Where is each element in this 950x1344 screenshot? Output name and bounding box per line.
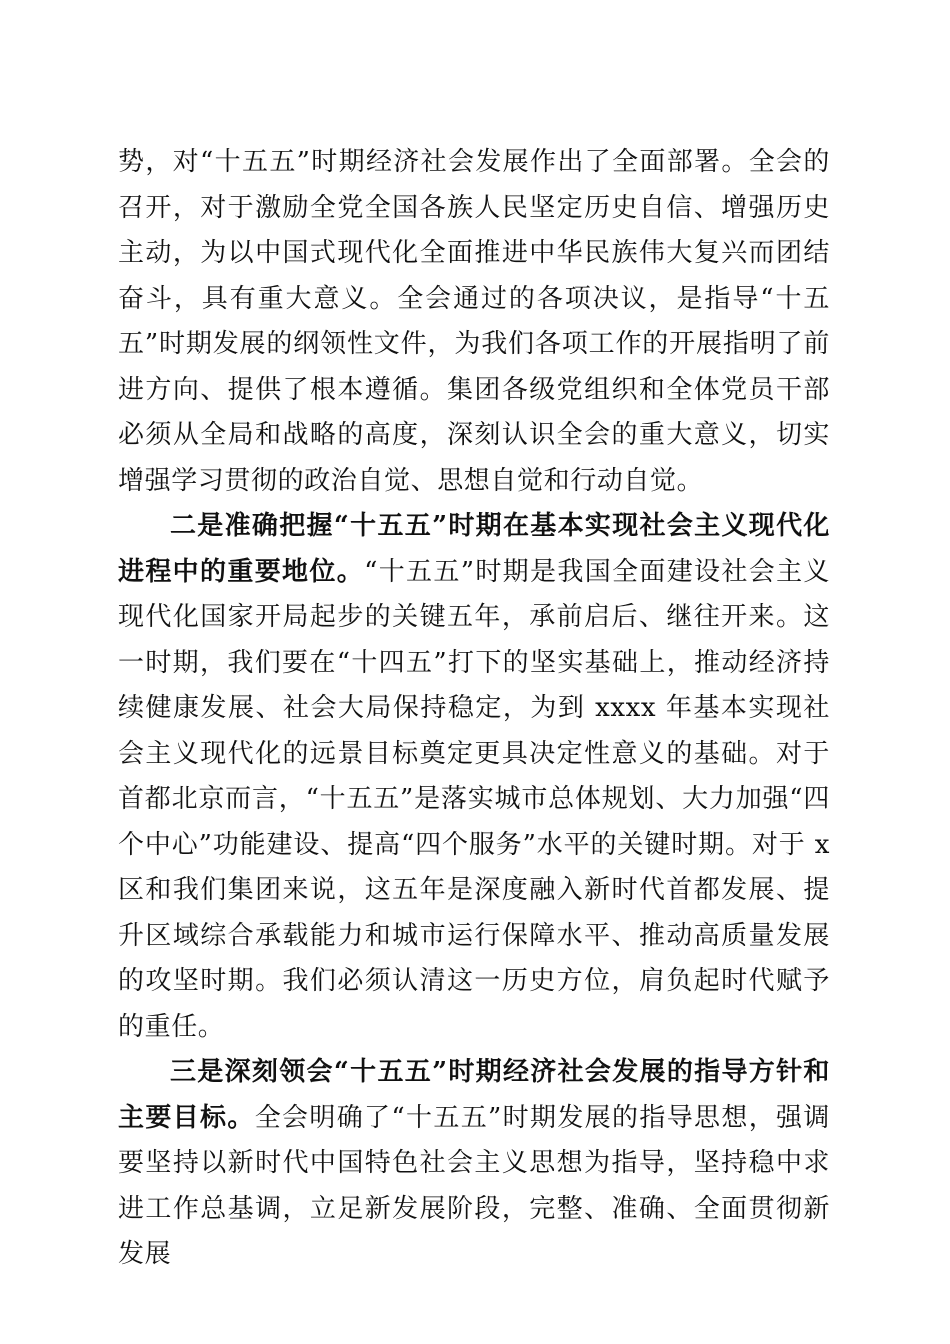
paragraph-heading: 二是准确把握“十五五”时期在基本实现社会主义现代化进程中的重要地位。 <box>118 511 830 587</box>
paragraph-text: “十五五”时期是我国全面建设社会主义现代化国家开局起步的关键五年，承前启后、继往开来。这一时期，我们要在“十四五”打下的坚实基础上，推动经济持续健康发展、社会大局保持稳定，为到 xxxx 年基本实现社会主义现代化的远景目标奠定更具决定性意义的基础。对于首都北京而言，“十五五”是落实城市总体规划、大力加强“四个中心”功能建设、提高“四个服务”水平的关键时期。对于 x 区和我们集团来说，这五年是深度融入新时代首都发展、提升区域综合承载能力和城市运行保障水平、推动高质量发展的攻坚时期。我们必须认清这一历史方位，肩负起时代赋予的重任。 <box>118 556 831 1042</box>
paragraph-point-two <box>118 504 830 1050</box>
paragraph-point-three <box>118 1050 830 1278</box>
paragraph-continuation <box>118 140 830 504</box>
paragraph-text: 势，对“十五五”时期经济社会发展作出了全面部署。全会的召开，对于激励全党全国各族人民坚定历史自信、增强历史主动，为以中国式现代化全面推进中华民族伟大复兴而团结奋斗，具有重大意义。全会通过的各项决议，是指导“十五五”时期发展的纲领性文件，为我们各项工作的开展指明了前进方向、提供了根本遵循。集团各级党组织和全体党员干部必须从全局和战略的高度，深刻认识全会的重大意义，切实增强学习贯彻的政治自觉、思想自觉和行动自觉。 <box>118 147 830 496</box>
document-body <box>118 140 830 1278</box>
paragraph-text: 全会明确了“十五五”时期发展的指导思想，强调要坚持以新时代中国特色社会主义思想为指导，坚持稳中求进工作总基调，立足新发展阶段，完整、准确、全面贯彻新发展 <box>118 1102 830 1269</box>
paragraph-heading: 三是深刻领会“十五五”时期经济社会发展的指导方针和主要目标。 <box>118 1057 830 1133</box>
